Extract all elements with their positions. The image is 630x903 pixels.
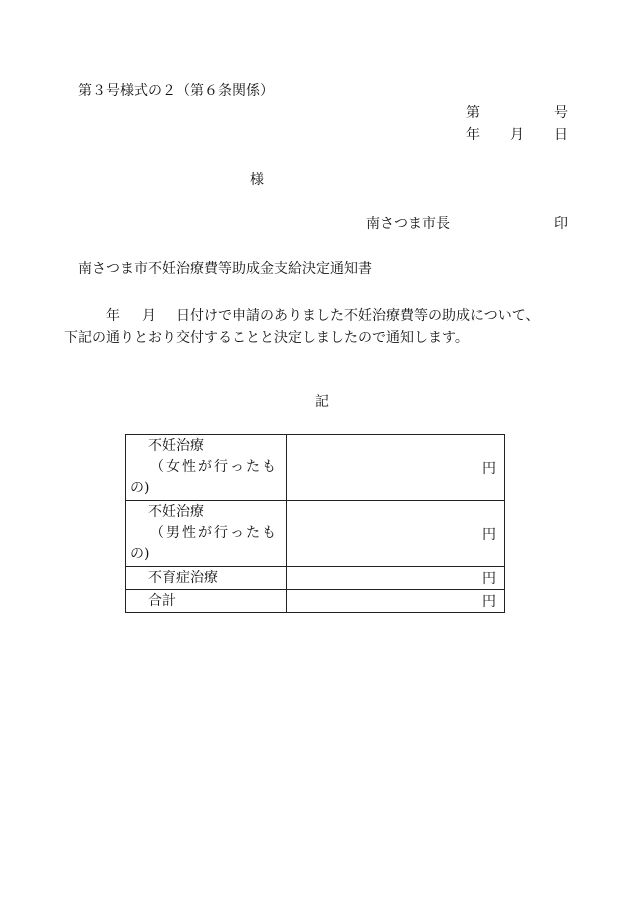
issuer-line: [366, 215, 568, 233]
date-month: 月: [510, 127, 524, 143]
date-year: 年: [466, 127, 480, 143]
row-label-line: （男性が行ったも: [150, 525, 278, 541]
table-row: [126, 435, 505, 501]
body-line-2: 下記の通りとおり交付することと決定しましたので通知します。: [64, 330, 469, 346]
row-label-line: 不育症治療: [148, 570, 218, 586]
document-number: [466, 104, 568, 122]
table-row: [126, 590, 505, 613]
row-label: [126, 435, 287, 501]
amount-table: [125, 434, 505, 613]
form-number: 第３号様式の２（第６条関係）: [78, 83, 274, 99]
row-amount-unit: 円: [287, 567, 505, 590]
row-label-line: の): [130, 546, 150, 562]
doc-no-prefix: 第: [466, 105, 480, 121]
table-row: [126, 501, 505, 567]
row-amount-unit: 円: [287, 435, 505, 501]
date-day: 日: [554, 127, 568, 143]
row-label-line: 合計: [148, 593, 176, 609]
issue-date: [466, 126, 568, 144]
table-row: [126, 567, 505, 590]
row-amount-unit: 円: [287, 590, 505, 613]
row-label-line: （女性が行ったも: [150, 459, 278, 475]
doc-no-suffix: 号: [554, 105, 568, 121]
body-line-1: [64, 305, 574, 327]
addressee-suffix: 様: [250, 172, 264, 188]
row-label: [126, 501, 287, 567]
row-label-line: 不妊治療: [148, 504, 204, 520]
row-label: [126, 590, 287, 613]
body-line-1-text: 日付けで申請のありました不妊治療費等の助成について、: [176, 308, 540, 324]
issuer-name: 南さつま市長: [366, 216, 450, 232]
ki-heading: 記: [315, 394, 329, 410]
body-paragraph: [64, 305, 574, 349]
body-month: 月: [142, 308, 156, 324]
row-label-line: 不妊治療: [148, 438, 204, 454]
row-label-line: の): [130, 480, 150, 496]
row-label: [126, 567, 287, 590]
row-amount-unit: 円: [287, 501, 505, 567]
issuer-seal: 印: [554, 216, 568, 232]
document-title: 南さつま市不妊治療費等助成金支給決定通知書: [78, 261, 372, 277]
body-year: 年: [106, 308, 120, 324]
